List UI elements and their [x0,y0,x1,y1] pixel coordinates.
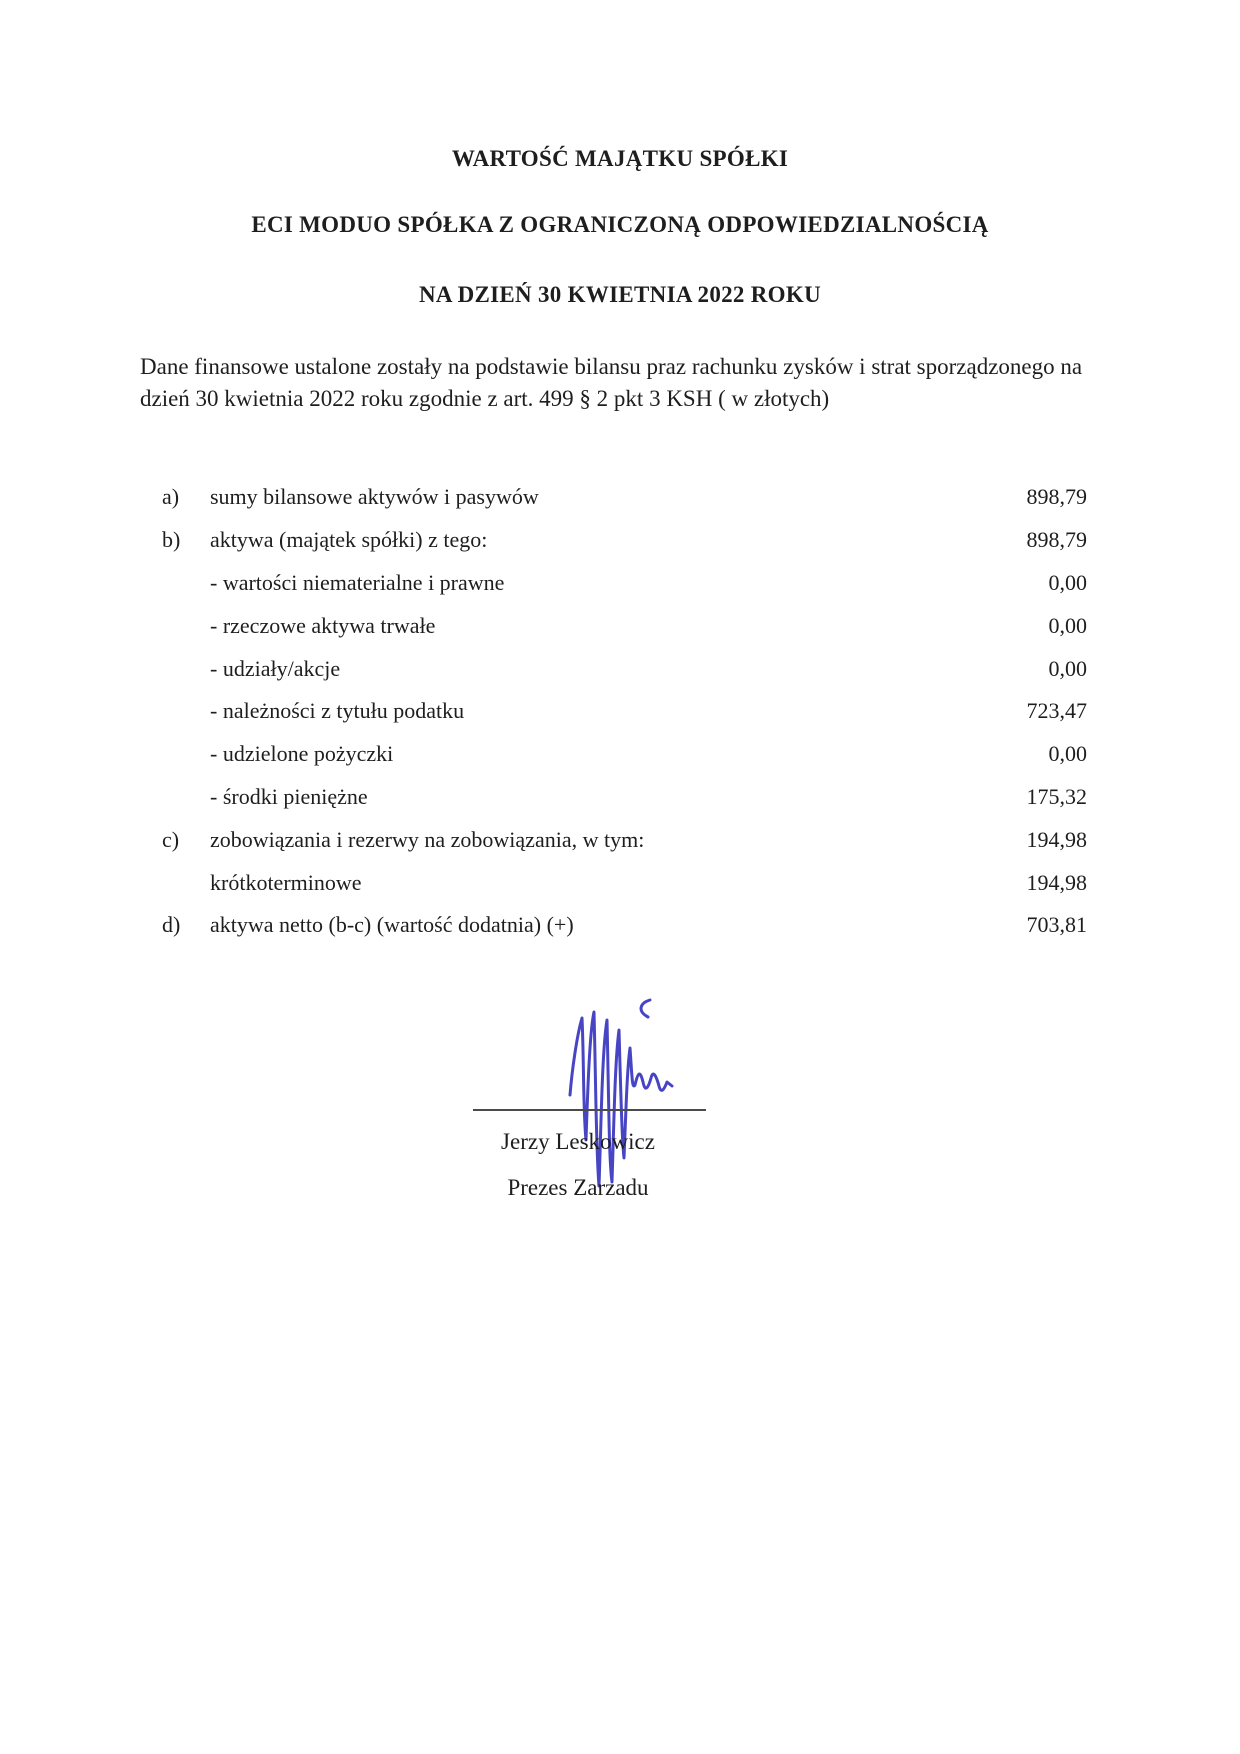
item-amount: 898,79 [1026,484,1087,510]
item-description: - środki pieniężne [210,783,368,809]
intro-paragraph [140,351,1120,415]
signature-scribble-icon [552,990,687,1190]
item-amount: 703,81 [1026,912,1087,938]
item-description: - wartości niematerialne i prawne [210,569,505,595]
intro-line-2: dzień 30 kwietnia 2022 roku zgodnie z art. 499 § 2 pkt 3 KSH ( w złotych) [140,386,830,411]
valuation-date: NA DZIEŃ 30 KWIETNIA 2022 ROKU [419,282,821,307]
item-amount: 0,00 [1048,741,1087,767]
financial-item-row [162,733,1087,776]
item-description: aktywa netto (b-c) (wartość dodatnia) (+) [210,912,574,938]
item-letter: a) [162,484,180,510]
intro-line-1: Dane finansowe ustalone zostały na podstawie bilansu praz rachunku zysków i strat sporządzonego na [140,354,1083,379]
item-description: sumy bilansowe aktywów i pasywów [210,484,539,510]
item-description: aktywa (majątek spółki) z tego: [210,527,488,553]
item-amount: 0,00 [1048,612,1087,638]
item-amount: 194,98 [1026,826,1087,852]
item-amount: 0,00 [1048,655,1087,681]
item-amount: 898,79 [1026,527,1087,553]
financial-item-row [162,519,1087,562]
financial-item-row [162,861,1087,904]
financial-item-row [162,562,1087,605]
signatory-title: Prezes Zarzadu [507,1175,649,1200]
financial-item-row [162,647,1087,690]
item-amount: 723,47 [1026,698,1087,724]
signature-line [473,1109,706,1111]
company-name: ECI MODUO SPÓŁKA Z OGRANICZONĄ ODPOWIEDZIALNOŚCIĄ [251,212,989,237]
item-amount: 175,32 [1026,783,1087,809]
item-description: zobowiązania i rezerwy na zobowiązania, w tym: [210,826,645,852]
item-description: krótkoterminowe [210,869,362,895]
document-title: WARTOŚĆ MAJĄTKU SPÓŁKI [451,146,789,171]
financial-item-row [162,476,1087,519]
item-letter: c) [162,826,180,852]
item-description: - udzielone pożyczki [210,741,394,767]
financial-items-list [162,476,1087,947]
signatory-name: Jerzy Leskowicz [501,1129,655,1154]
item-description: - rzeczowe aktywa trwałe [210,612,436,638]
item-letter: b) [162,527,181,553]
item-description: - udziały/akcje [210,655,341,681]
financial-item-row [162,604,1087,647]
financial-item-row [162,818,1087,861]
financial-item-row [162,776,1087,819]
item-amount: 0,00 [1048,569,1087,595]
item-amount: 194,98 [1026,869,1087,895]
item-letter: d) [162,912,181,938]
item-description: - należności z tytułu podatku [210,698,465,724]
financial-item-row [162,904,1087,947]
financial-item-row [162,690,1087,733]
